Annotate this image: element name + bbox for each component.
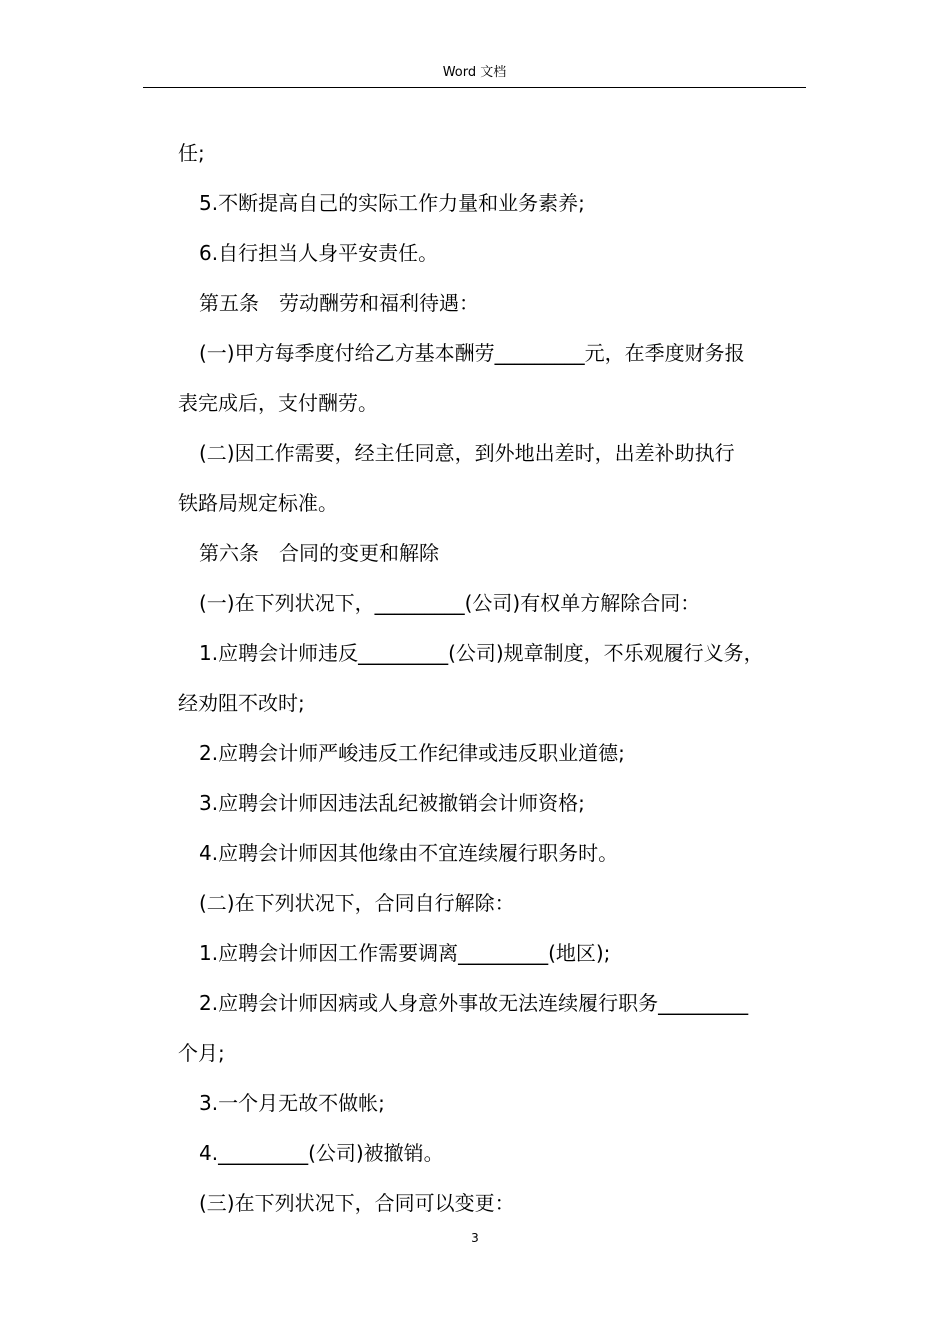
header-divider (143, 87, 806, 88)
paragraph-line: 铁路局规定标准。 (178, 491, 338, 515)
paragraph-line: 第六条 合同的变更和解除 (199, 541, 439, 565)
paragraph-line: (二)因工作需要，经主任同意，到外地出差时，出差补助执行 (199, 441, 735, 465)
paragraph-line: 1.应聘会计师违反_________(公司)规章制度，不乐观履行义务， (199, 641, 764, 665)
paragraph-line: 2.应聘会计师因病或人身意外事故无法连续履行职务_________ (199, 991, 749, 1015)
paragraph-line: 第五条 劳动酬劳和福利待遇： (199, 291, 479, 315)
paragraph-line: 表完成后，支付酬劳。 (178, 391, 378, 415)
paragraph-line: 3.一个月无故不做帐; (199, 1091, 385, 1115)
paragraph-line: 4._________(公司)被撤销。 (199, 1141, 444, 1165)
paragraph-line: 5.不断提高自己的实际工作力量和业务素养; (199, 191, 585, 215)
page-number: 3 (471, 1231, 479, 1245)
paragraph-line: 2.应聘会计师严峻违反工作纪律或违反职业道德; (199, 741, 625, 765)
paragraph-line: (一)在下列状况下，_________(公司)有权单方解除合同： (199, 591, 701, 615)
paragraph-line: 任; (178, 141, 205, 165)
paragraph-line: 3.应聘会计师因违法乱纪被撤销会计师资格; (199, 791, 585, 815)
paragraph-line: (二)在下列状况下，合同自行解除： (199, 891, 515, 915)
page-header-title: Word 文档 (442, 65, 507, 80)
paragraph-line: 经劝阻不改时; (178, 691, 305, 715)
paragraph-line: 1.应聘会计师因工作需要调离_________(地区); (199, 941, 611, 965)
document-body (178, 128, 810, 1228)
paragraph-line: (三)在下列状况下，合同可以变更： (199, 1191, 515, 1215)
paragraph-line: 个月; (178, 1041, 225, 1065)
paragraph-line: 4.应聘会计师因其他缘由不宜连续履行职务时。 (199, 841, 619, 865)
paragraph-line: 6.自行担当人身平安责任。 (199, 241, 439, 265)
paragraph-line: (一)甲方每季度付给乙方基本酬劳_________元，在季度财务报 (199, 341, 745, 365)
